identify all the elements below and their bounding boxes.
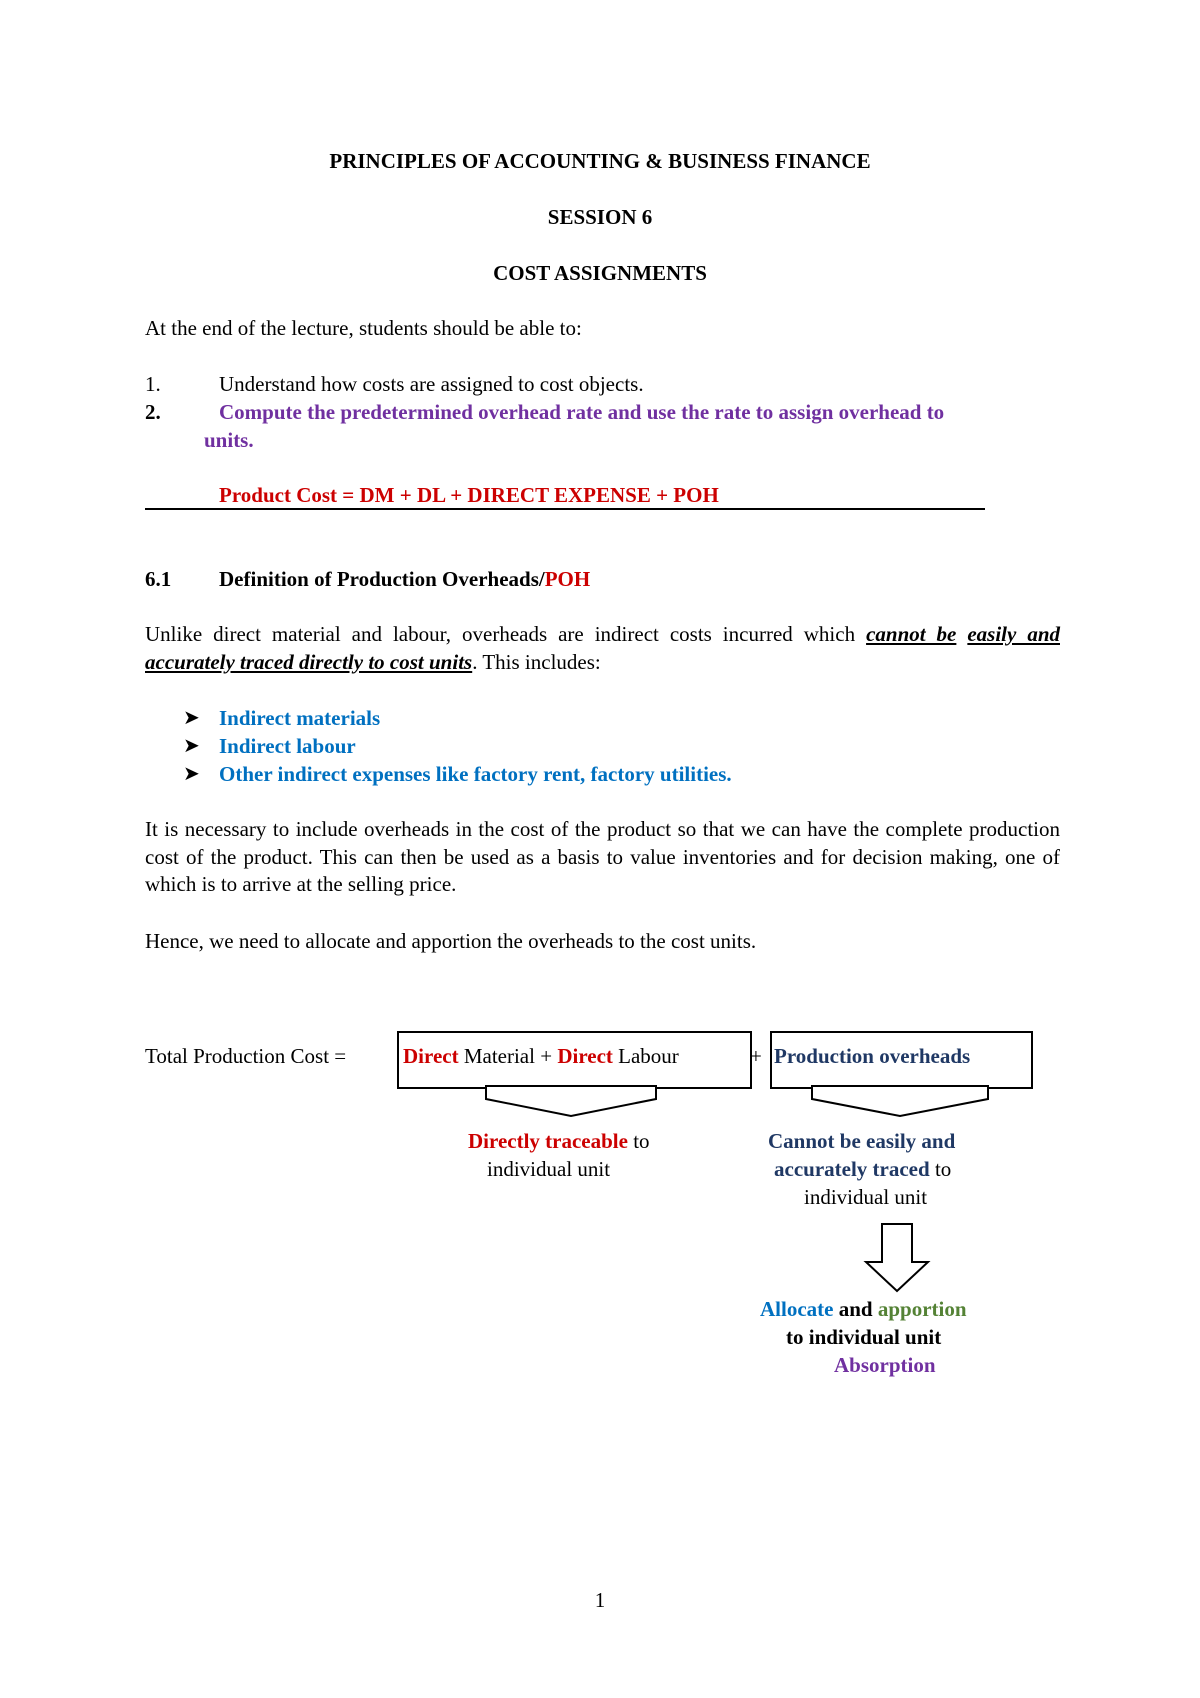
direct-costs-chevron-icon — [486, 1086, 656, 1116]
bullet-indirect-labour: Indirect labour — [219, 734, 356, 758]
objective-2-number: 2. — [145, 400, 161, 424]
bullet-other-expenses: Other indirect expenses like factory rent, factory utilities. — [219, 762, 732, 786]
accurately-traced-text: accurately traced — [774, 1157, 930, 1181]
para1-emphasis-a: cannot be — [866, 622, 957, 646]
and-text: and — [833, 1297, 878, 1321]
absorption-caption: Absorption — [834, 1353, 936, 1377]
individual-unit-caption-right: individual unit — [804, 1185, 928, 1209]
allocate-apportion-caption — [760, 1296, 967, 1322]
total-production-cost-label: Total Production Cost = — [145, 1044, 347, 1068]
section-title-poh: POH — [544, 567, 591, 591]
direct-label-1: Direct — [403, 1044, 459, 1068]
objectives-intro: At the end of the lecture, students should be able to: — [145, 316, 582, 340]
production-overheads-text: Production overheads — [774, 1044, 971, 1068]
page-number: 1 — [594, 1588, 606, 1612]
section-title-text: Definition of Production Overheads/ — [219, 567, 545, 591]
allocate-text: Allocate — [760, 1297, 834, 1321]
individual-unit-caption-left: individual unit — [487, 1157, 611, 1181]
objective-1-number: 1. — [145, 372, 161, 396]
directly-traceable-caption — [468, 1128, 650, 1154]
labour-label: Labour — [612, 1044, 679, 1068]
section-number: 6.1 — [145, 567, 172, 591]
para1-emphasis-b: easily and accurately traced directly to cost units — [145, 622, 1060, 674]
arrow-bullet-icon: ➤ — [183, 707, 200, 729]
course-title: PRINCIPLES OF ACCOUNTING & BUSINESS FINANCE — [329, 149, 871, 173]
cannot-trace-caption-1: Cannot be easily and — [768, 1129, 956, 1153]
objective-2-continuation: units. — [204, 428, 254, 452]
topic-title: COST ASSIGNMENTS — [493, 261, 707, 285]
arrow-bullet-icon: ➤ — [183, 763, 200, 785]
para1-end: . This includes: — [472, 649, 601, 674]
para1-start: Unlike direct material and labour, overheads are indirect costs incurred which — [145, 622, 856, 646]
objective-1-text: Understand how costs are assigned to cost objects. — [219, 372, 644, 396]
to-individual-unit-caption: to individual unit — [786, 1325, 942, 1349]
arrow-bullet-icon: ➤ — [183, 735, 200, 757]
objective-2-text: Compute the predetermined overhead rate and use the rate to assign overhead to — [219, 400, 945, 424]
product-cost-formula: Product Cost = DM + DL + DIRECT EXPENSE + POH — [219, 483, 719, 507]
directly-traceable-text: Directly traceable — [468, 1129, 628, 1153]
allocation-paragraph: Hence, we need to allocate and apportion the overheads to the cost units. — [145, 929, 757, 953]
session-label: SESSION 6 — [547, 205, 653, 229]
cannot-to-text: to — [929, 1157, 952, 1181]
overheads-chevron-icon — [812, 1086, 988, 1116]
apportion-text: apportion — [877, 1297, 967, 1321]
overheads-inclusion-paragraph: It is necessary to include overheads in the cost of the product so that we can have the complete production cost of the product. This can then be used as a basis to value inventories and for decision making, one of which is to arrive at the selling price. — [145, 817, 1060, 897]
material-label: Material + — [458, 1044, 558, 1068]
plus-sign: + — [750, 1044, 762, 1068]
down-arrow-icon — [866, 1224, 928, 1291]
traceable-to-text: to — [627, 1129, 650, 1153]
bullet-indirect-materials: Indirect materials — [219, 706, 381, 730]
cannot-trace-caption-2 — [774, 1156, 951, 1182]
direct-label-2: Direct — [557, 1044, 613, 1068]
